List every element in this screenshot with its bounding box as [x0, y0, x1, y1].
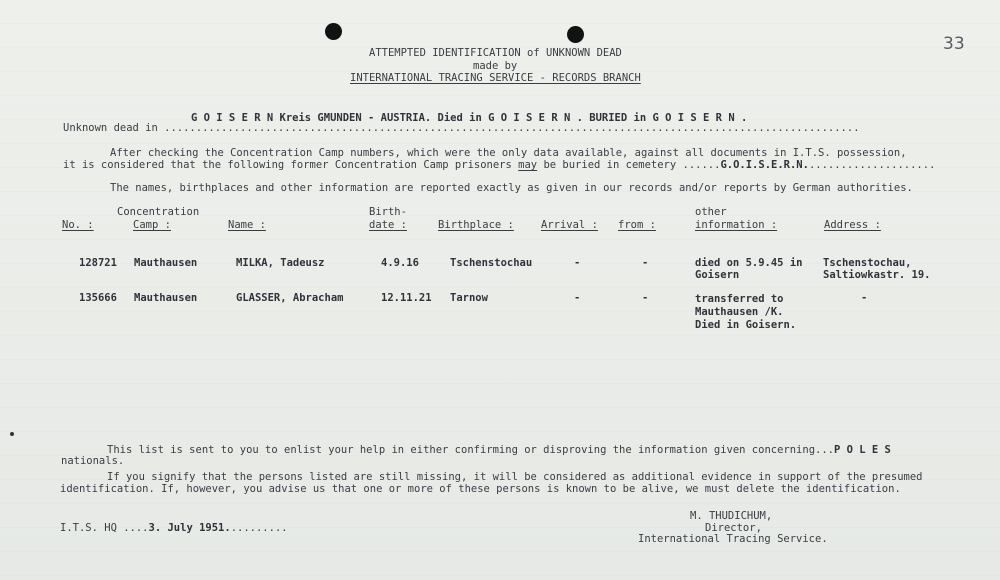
hq-label: I.T.S. HQ ....	[60, 522, 149, 534]
table-row-1-from: -	[642, 257, 649, 269]
unknown-dead-label: Unknown dead in ..............................................................................................................	[63, 122, 860, 134]
intro-line-2	[63, 159, 935, 171]
intro-line-2-tail: ....................	[808, 159, 936, 171]
table-row-1-address-1: Tschenstochau,	[823, 257, 912, 269]
col-header-camp-top: Concentration	[117, 206, 200, 218]
page-number: 33	[943, 34, 965, 54]
signer-name: M. THUDICHUM,	[690, 510, 773, 522]
header-organization: INTERNATIONAL TRACING SERVICE - RECORDS BRANCH	[350, 72, 641, 84]
col-header-no: No. :	[62, 219, 94, 231]
intro-cemetery-value: G.O.I.S.E.R.N.	[720, 159, 809, 171]
footer-p1-line1	[107, 444, 891, 456]
signer-title: Director,	[705, 522, 762, 534]
col-header-arrival: Arrival :	[541, 219, 598, 231]
table-row-1-arrival: -	[574, 257, 581, 269]
intro-may: may	[518, 159, 538, 171]
footer-p2-line1: If you signify that the persons listed are still missing, it will be considered as additional evidence in support of the presumed	[107, 471, 923, 483]
table-row-2-arrival: -	[574, 292, 581, 304]
footer-nationality-value: P O L E S	[833, 444, 891, 456]
hq-line	[60, 522, 288, 534]
col-header-birthplace: Birthplace :	[438, 219, 514, 231]
table-row-2-birthplace: Tarnow	[450, 292, 488, 304]
intro-line-1: After checking the Concentration Camp numbers, which were the only data available, against all documents in I.T.S. possession,	[110, 147, 907, 159]
punch-hole-left	[325, 23, 342, 40]
table-row-1-no: 128721	[79, 257, 117, 269]
header-subtitle: made by	[473, 60, 518, 72]
col-header-from: from :	[618, 219, 656, 231]
table-row-2-no: 135666	[79, 292, 117, 304]
table-row-2-birthdate: 12.11.21	[381, 292, 432, 304]
col-header-name: Name :	[228, 219, 266, 231]
col-header-other-top: other	[695, 206, 727, 218]
col-header-camp: Camp :	[133, 219, 171, 231]
margin-mark	[10, 432, 14, 436]
table-row-2-other-3: Died in Goisern.	[695, 319, 797, 331]
punch-hole-right	[567, 26, 584, 43]
hq-dots: .........	[230, 522, 288, 534]
intro-line-3: The names, birthplaces and other information are reported exactly as given in our records and/or reports by German authorities.	[110, 182, 913, 194]
footer-p2-line2: identification. If, however, you advise us that one or more of these persons is known to be alive, we must delete the identification.	[60, 483, 901, 495]
footer-p1-line2: nationals.	[61, 455, 125, 467]
table-row-2-other-2: Mauthausen /K.	[695, 306, 784, 318]
table-row-2-camp: Mauthausen	[134, 292, 198, 304]
intro-line-2-after: be buried in cemetery ......	[537, 159, 721, 171]
intro-line-2-text: it is considered that the following former Concentration Camp prisoners	[63, 159, 519, 171]
header-title: ATTEMPTED IDENTIFICATION of UNKNOWN DEAD	[369, 47, 622, 59]
table-row-2-name: GLASSER, Abracham	[236, 292, 344, 304]
table-row-1-other-1: died on 5.9.45 in	[695, 257, 803, 269]
col-header-other: information :	[695, 219, 778, 231]
col-header-birthdate: date :	[369, 219, 407, 231]
table-row-1-address-2: Saltiowkastr. 19.	[823, 269, 931, 281]
unknown-dead-value: G O I S E R N Kreis GMUNDEN - AUSTRIA. Died in G O I S E R N . BURIED in G O I S E R N .	[191, 112, 748, 124]
col-header-address: Address :	[824, 219, 881, 231]
table-row-2-other-1: transferred to	[695, 293, 784, 305]
table-row-1-camp: Mauthausen	[134, 257, 198, 269]
table-row-2-from: -	[642, 292, 649, 304]
table-row-1-name: MILKA, Tadeusz	[236, 257, 325, 269]
col-header-birthdate-top: Birth-	[369, 206, 407, 218]
signer-organization: International Tracing Service.	[638, 533, 828, 545]
footer-p1-text: This list is sent to you to enlist your help in either confirming or disproving the information given concerning...	[107, 444, 834, 456]
hq-date: 3. July 1951.	[148, 522, 231, 534]
table-row-1-birthplace: Tschenstochau	[450, 257, 533, 269]
table-row-1-birthdate: 4.9.16	[381, 257, 419, 269]
table-row-2-address-1: -	[861, 292, 868, 304]
table-row-1-other-2: Goisern	[695, 269, 740, 281]
